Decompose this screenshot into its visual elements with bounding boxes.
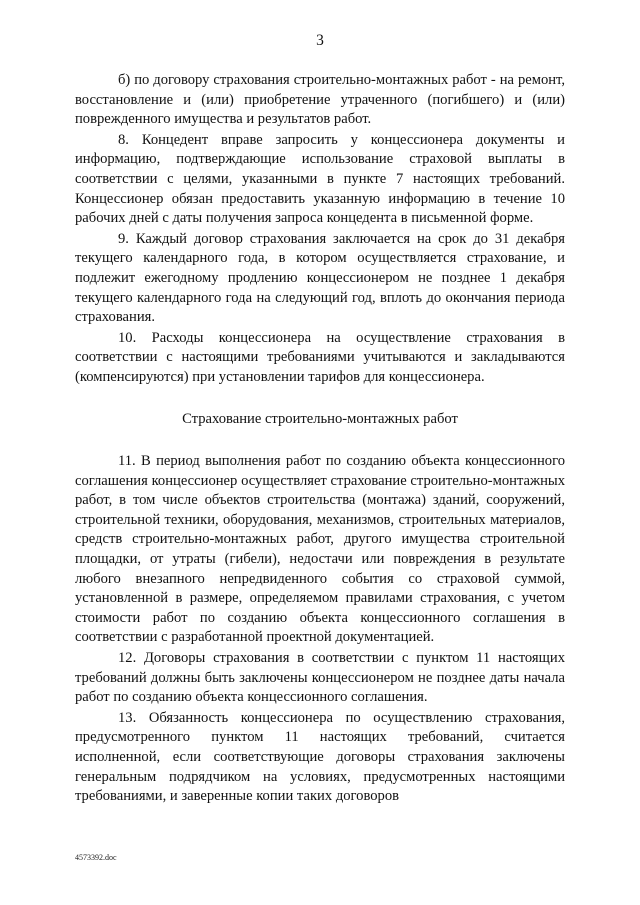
paragraph-7b: б) по договору страхования строительно-монтажных работ - на ремонт, восстановление и (или) приобретение утраченного (погибшего) и (или) поврежденного имущества и результатов работ. [75,72,565,128]
footer-file-code: 4573392.doc [75,853,117,862]
paragraph-13: 13. Обязанность концессионера по осуществлению страхования, предусмотренного пунктом 11 настоящих требований, считается исполненной, если соответствующие договоры страхования заключены генеральным подрядчиком на условиях, предусмотренных настоящими требованиями, и заверенные копии таких договоров [75,709,565,805]
page-number: 3 [316,32,324,49]
paragraph-9: 9. Каждый договор страхования заключается на срок до 31 декабря текущего календарного года, в котором осуществляется страхование, и подлежит ежегодному продлению концессионером не позднее 1 декабря текущего календарного года на следующий год, вплоть до окончания периода страхования. [75,230,565,326]
paragraph-10: 10. Расходы концессионера на осуществление страхования в соответствии с настоящими требованиями учитываются и закладываются (компенсируются) при установлении тарифов для концессионера. [75,329,565,385]
paragraph-12: 12. Договоры страхования в соответствии с пунктом 11 настоящих требований должны быть заключены концессионером не позднее даты начала работ по созданию объекта концессионного соглашения. [75,650,565,706]
paragraph-8: 8. Концедент вправе запросить у концессионера документы и информацию, подтверждающие использование страховой выплаты в соответствии с целями, указанными в пункте 7 настоящих требований. Концессионер обязан предоставить указанную информацию в течение 10 рабочих дней с даты получения запроса концедента в письменной форме. [75,131,565,227]
section-heading: Страхование строительно-монтажных работ [182,410,458,427]
document-body [75,71,565,808]
paragraph-11: 11. В период выполнения работ по созданию объекта концессионного соглашения концессионер осуществляет страхование строительно-монтажных работ, в том числе объектов строительства (монтажа) зданий, сооружений, строительной техники, оборудования, механизмов, строительных материалов, средств строительно-монтажных работ, другого имущества строительной площадки, от утраты (гибели), недостачи или повреждения в результате любого внезапного непредвиденного события со страховой суммой, установленной в размере, определяемом правилами страхования, с учетом стоимости работ по созданию объекта концессионного соглашения в соответствии с разработанной проектной документацией. [75,453,565,646]
